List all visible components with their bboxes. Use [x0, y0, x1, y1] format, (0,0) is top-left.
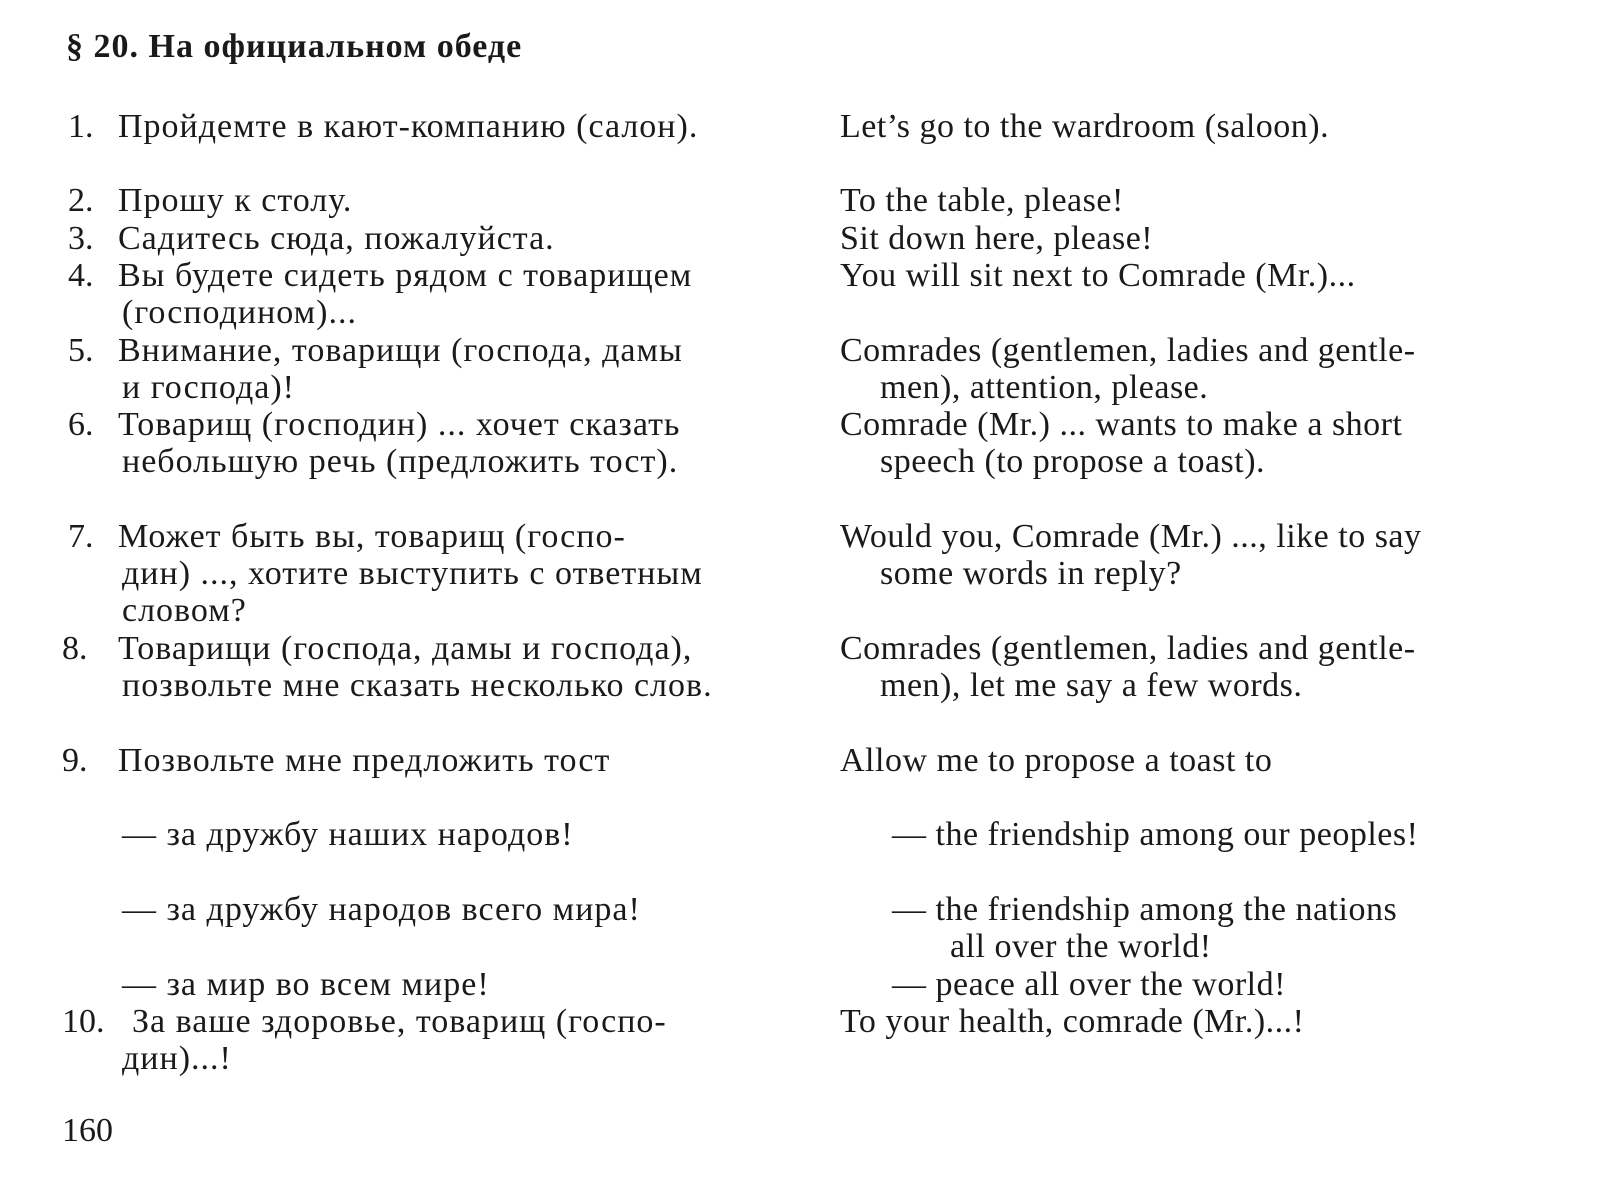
english-text: Let’s go to the wardroom (saloon).	[840, 108, 1330, 145]
russian-text: За ваше здоровье, товарищ (госпо-	[132, 1003, 667, 1040]
english-text: To your health, comrade (Mr.)...!	[840, 1003, 1305, 1040]
english-text: Comrades (gentlemen, ladies and gentle-	[840, 630, 1416, 667]
page-number: 160	[62, 1112, 113, 1149]
entry-number: 7.	[68, 518, 94, 555]
english-text: some words in reply?	[880, 555, 1182, 592]
english-text: men), let me say a few words.	[880, 667, 1303, 704]
russian-text: — за дружбу народов всего мира!	[122, 891, 641, 928]
english-text: Allow me to propose a toast to	[840, 742, 1273, 779]
russian-text: Пройдемте в кают-компанию (салон).	[118, 108, 699, 145]
entry-number: 4.	[68, 257, 94, 294]
english-text: Comrade (Mr.) ... wants to make a short	[840, 406, 1403, 443]
entry-number: 2.	[68, 182, 94, 219]
russian-text: — за дружбу наших народов!	[122, 816, 574, 853]
entry-number: 9.	[62, 742, 88, 779]
english-text: — the friendship among our peoples!	[892, 816, 1419, 853]
entry-number: 3.	[68, 220, 94, 257]
russian-text: дин)...!	[122, 1040, 232, 1077]
section-title: § 20. На официальном обеде	[66, 28, 523, 65]
russian-text: Позвольте мне предложить тост	[118, 742, 611, 779]
english-text: Comrades (gentlemen, ladies and gentle-	[840, 332, 1416, 369]
russian-text: (господином)...	[122, 294, 357, 331]
english-text: Sit down here, please!	[840, 220, 1154, 257]
russian-text: Товарищ (господин) ... хочет сказать	[118, 406, 681, 443]
russian-text: Вы будете сидеть рядом с товарищем	[118, 257, 693, 294]
russian-text: Внимание, товарищи (господа, дамы	[118, 332, 683, 369]
english-text: all over the world!	[950, 928, 1212, 965]
russian-text: — за мир во всем мире!	[122, 966, 490, 1003]
entry-number: 1.	[68, 108, 94, 145]
russian-text: словом?	[122, 592, 247, 629]
english-text: speech (to propose a toast).	[880, 443, 1266, 480]
english-text: — the friendship among the nations	[892, 891, 1398, 928]
english-text: — peace all over the world!	[892, 966, 1286, 1003]
russian-text: Прошу к столу.	[118, 182, 353, 219]
russian-text: позвольте мне сказать несколько слов.	[122, 667, 713, 704]
russian-text: Товарищи (господа, дамы и господа),	[118, 630, 693, 667]
russian-text: и господа)!	[122, 369, 295, 406]
russian-text: дин) ..., хотите выступить с ответным	[122, 555, 703, 592]
english-text: Would you, Comrade (Mr.) ..., like to say	[840, 518, 1422, 555]
english-text: men), attention, please.	[880, 369, 1209, 406]
entry-number: 8.	[62, 630, 88, 667]
entry-number: 5.	[68, 332, 94, 369]
russian-text: Садитесь сюда, пожалуйста.	[118, 220, 555, 257]
entry-number: 10.	[62, 1003, 105, 1040]
english-text: You will sit next to Comrade (Mr.)...	[840, 257, 1356, 294]
english-text: To the table, please!	[840, 182, 1124, 219]
entry-number: 6.	[68, 406, 94, 443]
russian-text: Может быть вы, товарищ (госпо-	[118, 518, 626, 555]
russian-text: небольшую речь (предложить тост).	[122, 443, 679, 480]
